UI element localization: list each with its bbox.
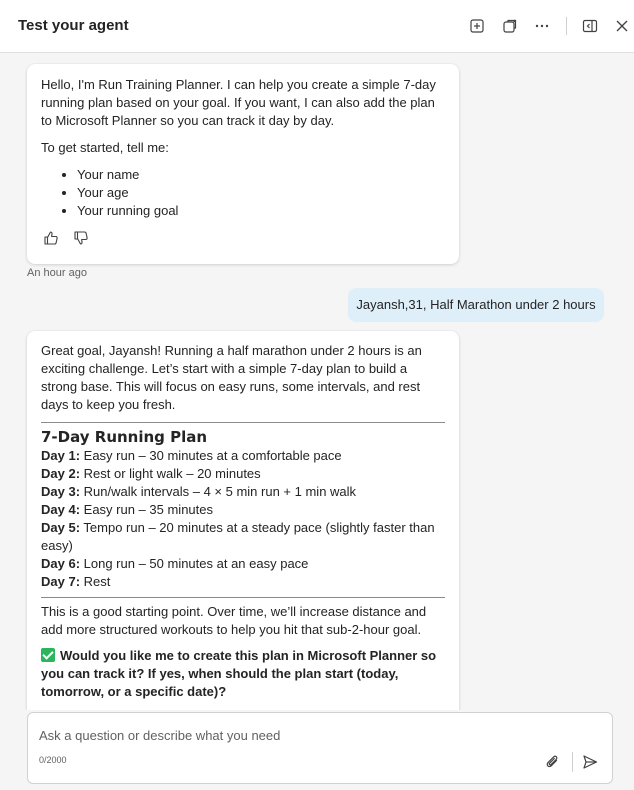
plan-heading: 7-Day Running Plan <box>41 428 208 446</box>
close-icon[interactable] <box>612 16 632 36</box>
list-item: • Your running goal <box>77 202 445 220</box>
plan-intro: Great goal, Jayansh! Running a half marathon under 2 hours is an exciting challenge. Let’s start with a simple 7-day plan to build a strong base. This will focus on easy runs, some intervals, and rest days to keep you fresh. <box>41 343 422 412</box>
day-label: Day 7: <box>41 574 81 589</box>
day-text: Easy run – 35 minutes <box>80 502 213 517</box>
day-label: Day 3: <box>41 484 81 499</box>
copilot-icon[interactable] <box>500 16 520 36</box>
panel-title: Test your agent <box>18 17 129 34</box>
day-text: Rest <box>80 574 111 589</box>
check-mark-icon <box>41 648 55 662</box>
day-label: Day 5: <box>41 520 81 535</box>
greeting-intro: Hello, I'm Run Training Planner. I can help you create a simple 7-day running plan based on your goal. If you want, I can also add the plan to Microsoft Planner so you can track it day by day. <box>41 77 436 128</box>
day-label: Day 2: <box>41 466 81 481</box>
greeting-prompt: To get started, tell me: <box>41 140 169 155</box>
message-composer <box>27 712 613 784</box>
list-item: • Your name <box>77 166 445 184</box>
plan-day <box>41 465 445 483</box>
greeting-list <box>77 166 445 220</box>
thumbs-down-icon[interactable] <box>71 228 91 248</box>
plan-day <box>41 519 445 555</box>
day-label: Day 6: <box>41 556 81 571</box>
panel-header <box>0 0 634 53</box>
plan-question <box>41 647 445 701</box>
plan-day <box>41 573 445 591</box>
header-divider <box>566 17 567 35</box>
list-item: • Your age <box>77 184 445 202</box>
chat-transcript[interactable] <box>0 54 634 710</box>
plan-day <box>41 501 445 519</box>
day-text: Rest or light walk – 20 minutes <box>80 466 261 481</box>
plan-day <box>41 447 445 465</box>
composer-divider <box>572 752 573 772</box>
day-text: Run/walk intervals – 4 × 5 min run + 1 min walk <box>80 484 357 499</box>
dock-panel-icon[interactable] <box>580 16 600 36</box>
send-icon[interactable] <box>579 751 601 773</box>
agent-greeting-message <box>27 64 459 264</box>
agent-plan-message <box>27 331 459 710</box>
plan-day <box>41 483 445 501</box>
plan-day <box>41 555 445 573</box>
day-text: Easy run – 30 minutes at a comfortable pace <box>80 448 342 463</box>
more-icon[interactable] <box>532 16 552 36</box>
divider <box>41 597 445 598</box>
day-text: Long run – 50 minutes at an easy pace <box>80 556 309 571</box>
message-reactions <box>41 228 445 248</box>
divider <box>41 422 445 423</box>
question-text: Would you like me to create this plan in Microsoft Planner so you can track it? If yes, when should the plan start (today, tomorrow, or a specific date)? <box>41 648 437 699</box>
attach-icon[interactable] <box>542 751 564 773</box>
plan-closing: This is a good starting point. Over time, we’ll increase distance and add more structured workouts to help you hit that sub-2-hour goal. <box>41 604 427 637</box>
day-label: Day 1: <box>41 448 81 463</box>
day-text: Tempo run – 20 minutes at a steady pace (slightly faster than easy) <box>41 520 435 553</box>
new-chat-icon[interactable] <box>467 16 487 36</box>
thumbs-up-icon[interactable] <box>41 228 61 248</box>
message-timestamp: An hour ago <box>27 267 87 279</box>
user-message: Jayansh,31, Half Marathon under 2 hours <box>348 288 604 322</box>
message-input[interactable] <box>39 725 579 745</box>
day-label: Day 4: <box>41 502 81 517</box>
character-counter: 0/2000 <box>39 755 67 765</box>
